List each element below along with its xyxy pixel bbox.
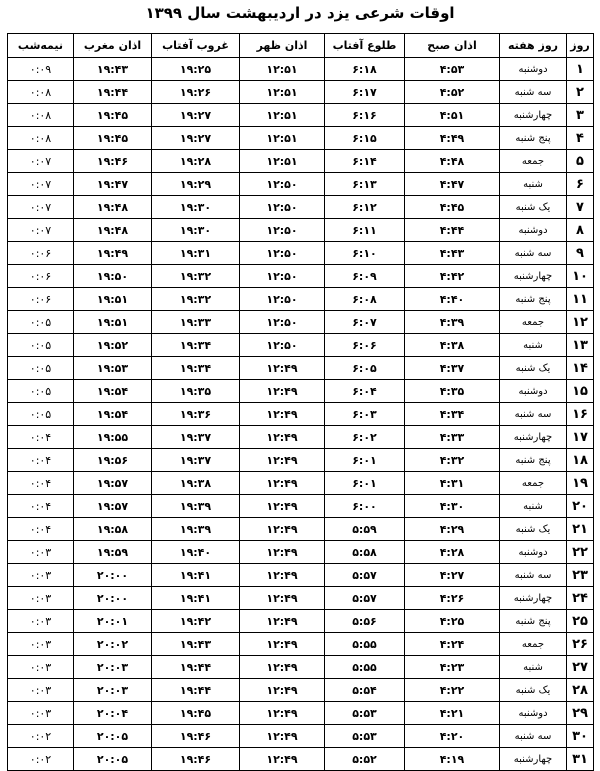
cell-fajr: ۴:۲۰ <box>405 725 500 748</box>
cell-day-number: ۷ <box>567 196 594 219</box>
cell-fajr: ۴:۳۵ <box>405 380 500 403</box>
cell-day-number: ۲۷ <box>567 656 594 679</box>
cell-day-number: ۵ <box>567 150 594 173</box>
cell-midnight: ۰:۰۳ <box>8 610 74 633</box>
cell-weekday: یک شنبه <box>500 518 567 541</box>
cell-sunset: ۱۹:۳۲ <box>152 288 240 311</box>
cell-day-number: ۸ <box>567 219 594 242</box>
cell-maghrib: ۱۹:۴۹ <box>74 242 152 265</box>
cell-sunrise: ۵:۵۷ <box>325 564 405 587</box>
cell-midnight: ۰:۰۵ <box>8 334 74 357</box>
table-body <box>8 58 594 771</box>
cell-sunset: ۱۹:۳۷ <box>152 449 240 472</box>
cell-maghrib: ۲۰:۰۳ <box>74 656 152 679</box>
cell-maghrib: ۱۹:۵۱ <box>74 288 152 311</box>
cell-day-number: ۱۷ <box>567 426 594 449</box>
cell-sunrise: ۵:۵۵ <box>325 656 405 679</box>
cell-maghrib: ۲۰:۰۵ <box>74 748 152 771</box>
cell-maghrib: ۱۹:۵۴ <box>74 380 152 403</box>
cell-dhuhr: ۱۲:۵۰ <box>240 311 325 334</box>
cell-sunset: ۱۹:۳۴ <box>152 357 240 380</box>
cell-day-number: ۹ <box>567 242 594 265</box>
cell-midnight: ۰:۰۴ <box>8 426 74 449</box>
cell-maghrib: ۲۰:۰۲ <box>74 633 152 656</box>
cell-weekday: دوشنبه <box>500 219 567 242</box>
table-row <box>8 587 594 610</box>
cell-weekday: شنبه <box>500 495 567 518</box>
cell-day-number: ۱۲ <box>567 311 594 334</box>
cell-midnight: ۰:۰۳ <box>8 633 74 656</box>
cell-sunset: ۱۹:۳۹ <box>152 518 240 541</box>
table-row <box>8 495 594 518</box>
cell-sunrise: ۶:۱۲ <box>325 196 405 219</box>
cell-weekday: پنج شنبه <box>500 449 567 472</box>
cell-sunset: ۱۹:۳۰ <box>152 219 240 242</box>
cell-fajr: ۴:۲۱ <box>405 702 500 725</box>
cell-day-number: ۱۶ <box>567 403 594 426</box>
cell-dhuhr: ۱۲:۵۱ <box>240 127 325 150</box>
cell-maghrib: ۱۹:۴۸ <box>74 196 152 219</box>
cell-maghrib: ۱۹:۴۵ <box>74 127 152 150</box>
table-row <box>8 541 594 564</box>
cell-weekday: جمعه <box>500 472 567 495</box>
cell-sunset: ۱۹:۴۴ <box>152 656 240 679</box>
cell-dhuhr: ۱۲:۴۹ <box>240 748 325 771</box>
cell-dhuhr: ۱۲:۵۱ <box>240 104 325 127</box>
cell-weekday: چهارشنبه <box>500 748 567 771</box>
cell-dhuhr: ۱۲:۴۹ <box>240 449 325 472</box>
cell-fajr: ۴:۴۹ <box>405 127 500 150</box>
cell-dhuhr: ۱۲:۵۰ <box>240 173 325 196</box>
cell-fajr: ۴:۲۵ <box>405 610 500 633</box>
cell-day-number: ۲۶ <box>567 633 594 656</box>
cell-dhuhr: ۱۲:۴۹ <box>240 426 325 449</box>
cell-sunrise: ۶:۰۱ <box>325 472 405 495</box>
header-maghrib: اذان مغرب <box>74 34 152 58</box>
cell-maghrib: ۱۹:۵۹ <box>74 541 152 564</box>
cell-weekday: چهارشنبه <box>500 587 567 610</box>
cell-sunset: ۱۹:۴۱ <box>152 564 240 587</box>
cell-sunset: ۱۹:۲۸ <box>152 150 240 173</box>
cell-day-number: ۲۸ <box>567 679 594 702</box>
cell-midnight: ۰:۰۷ <box>8 196 74 219</box>
cell-dhuhr: ۱۲:۵۰ <box>240 334 325 357</box>
cell-weekday: شنبه <box>500 656 567 679</box>
cell-maghrib: ۱۹:۵۴ <box>74 403 152 426</box>
table-row <box>8 380 594 403</box>
table-row <box>8 449 594 472</box>
cell-dhuhr: ۱۲:۴۹ <box>240 380 325 403</box>
cell-day-number: ۲۹ <box>567 702 594 725</box>
cell-weekday: سه شنبه <box>500 403 567 426</box>
cell-weekday: جمعه <box>500 311 567 334</box>
cell-fajr: ۴:۲۳ <box>405 656 500 679</box>
cell-day-number: ۲۰ <box>567 495 594 518</box>
cell-fajr: ۴:۳۱ <box>405 472 500 495</box>
cell-day-number: ۲۴ <box>567 587 594 610</box>
table-row <box>8 196 594 219</box>
cell-maghrib: ۱۹:۵۷ <box>74 472 152 495</box>
table-row <box>8 81 594 104</box>
cell-dhuhr: ۱۲:۴۹ <box>240 357 325 380</box>
cell-sunrise: ۶:۰۵ <box>325 357 405 380</box>
cell-day-number: ۳۰ <box>567 725 594 748</box>
cell-maghrib: ۱۹:۵۲ <box>74 334 152 357</box>
cell-fajr: ۴:۴۳ <box>405 242 500 265</box>
table-row <box>8 104 594 127</box>
cell-sunset: ۱۹:۴۵ <box>152 702 240 725</box>
cell-weekday: جمعه <box>500 633 567 656</box>
cell-dhuhr: ۱۲:۴۹ <box>240 610 325 633</box>
cell-fajr: ۴:۴۵ <box>405 196 500 219</box>
cell-dhuhr: ۱۲:۵۰ <box>240 196 325 219</box>
cell-midnight: ۰:۰۳ <box>8 702 74 725</box>
table-row <box>8 173 594 196</box>
cell-maghrib: ۱۹:۴۶ <box>74 150 152 173</box>
cell-day-number: ۱۸ <box>567 449 594 472</box>
cell-midnight: ۰:۰۷ <box>8 219 74 242</box>
table-row <box>8 334 594 357</box>
cell-midnight: ۰:۰۶ <box>8 265 74 288</box>
cell-fajr: ۴:۳۸ <box>405 334 500 357</box>
cell-sunrise: ۶:۱۶ <box>325 104 405 127</box>
cell-dhuhr: ۱۲:۴۹ <box>240 518 325 541</box>
cell-day-number: ۱۳ <box>567 334 594 357</box>
table-row <box>8 679 594 702</box>
table-row <box>8 426 594 449</box>
cell-weekday: یک شنبه <box>500 679 567 702</box>
cell-dhuhr: ۱۲:۴۹ <box>240 656 325 679</box>
cell-day-number: ۴ <box>567 127 594 150</box>
header-dhuhr: اذان ظهر <box>240 34 325 58</box>
cell-sunrise: ۶:۰۳ <box>325 403 405 426</box>
cell-maghrib: ۱۹:۵۱ <box>74 311 152 334</box>
cell-weekday: دوشنبه <box>500 380 567 403</box>
cell-midnight: ۰:۰۵ <box>8 311 74 334</box>
cell-sunrise: ۵:۵۴ <box>325 679 405 702</box>
cell-midnight: ۰:۰۹ <box>8 58 74 81</box>
cell-midnight: ۰:۰۴ <box>8 472 74 495</box>
cell-sunset: ۱۹:۴۶ <box>152 748 240 771</box>
cell-maghrib: ۲۰:۰۵ <box>74 725 152 748</box>
cell-day-number: ۱۹ <box>567 472 594 495</box>
cell-fajr: ۴:۲۸ <box>405 541 500 564</box>
cell-maghrib: ۲۰:۰۴ <box>74 702 152 725</box>
cell-sunrise: ۶:۱۸ <box>325 58 405 81</box>
cell-midnight: ۰:۰۲ <box>8 748 74 771</box>
cell-dhuhr: ۱۲:۴۹ <box>240 725 325 748</box>
cell-weekday: یک شنبه <box>500 196 567 219</box>
cell-fajr: ۴:۲۶ <box>405 587 500 610</box>
cell-fajr: ۴:۵۱ <box>405 104 500 127</box>
cell-sunrise: ۶:۰۴ <box>325 380 405 403</box>
cell-dhuhr: ۱۲:۵۰ <box>240 288 325 311</box>
cell-sunset: ۱۹:۳۴ <box>152 334 240 357</box>
cell-fajr: ۴:۲۲ <box>405 679 500 702</box>
cell-day-number: ۳ <box>567 104 594 127</box>
cell-sunset: ۱۹:۲۷ <box>152 127 240 150</box>
table-row <box>8 219 594 242</box>
cell-day-number: ۳۱ <box>567 748 594 771</box>
table-row <box>8 403 594 426</box>
cell-day-number: ۲۵ <box>567 610 594 633</box>
cell-sunset: ۱۹:۳۹ <box>152 495 240 518</box>
prayer-times-table-wrapper <box>7 33 593 771</box>
cell-sunset: ۱۹:۳۲ <box>152 265 240 288</box>
cell-sunrise: ۵:۵۷ <box>325 587 405 610</box>
cell-sunrise: ۶:۱۰ <box>325 242 405 265</box>
table-row <box>8 564 594 587</box>
table-row <box>8 242 594 265</box>
cell-weekday: پنج شنبه <box>500 127 567 150</box>
table-row <box>8 311 594 334</box>
cell-midnight: ۰:۰۸ <box>8 81 74 104</box>
cell-fajr: ۴:۴۷ <box>405 173 500 196</box>
cell-weekday: سه شنبه <box>500 725 567 748</box>
cell-fajr: ۴:۴۸ <box>405 150 500 173</box>
cell-sunrise: ۵:۵۲ <box>325 748 405 771</box>
cell-sunset: ۱۹:۲۷ <box>152 104 240 127</box>
table-row <box>8 633 594 656</box>
cell-day-number: ۱۱ <box>567 288 594 311</box>
cell-sunset: ۱۹:۴۰ <box>152 541 240 564</box>
cell-dhuhr: ۱۲:۵۱ <box>240 58 325 81</box>
cell-dhuhr: ۱۲:۵۱ <box>240 81 325 104</box>
cell-sunset: ۱۹:۴۶ <box>152 725 240 748</box>
cell-dhuhr: ۱۲:۴۹ <box>240 679 325 702</box>
cell-sunrise: ۵:۵۹ <box>325 518 405 541</box>
cell-sunrise: ۶:۱۳ <box>325 173 405 196</box>
cell-sunset: ۱۹:۳۵ <box>152 380 240 403</box>
cell-dhuhr: ۱۲:۵۰ <box>240 242 325 265</box>
cell-weekday: چهارشنبه <box>500 104 567 127</box>
cell-sunrise: ۶:۱۴ <box>325 150 405 173</box>
cell-maghrib: ۲۰:۰۰ <box>74 587 152 610</box>
cell-sunset: ۱۹:۴۱ <box>152 587 240 610</box>
table-row <box>8 265 594 288</box>
cell-maghrib: ۱۹:۴۴ <box>74 81 152 104</box>
cell-fajr: ۴:۳۹ <box>405 311 500 334</box>
cell-weekday: سه شنبه <box>500 242 567 265</box>
cell-midnight: ۰:۰۲ <box>8 725 74 748</box>
cell-weekday: شنبه <box>500 334 567 357</box>
cell-midnight: ۰:۰۵ <box>8 357 74 380</box>
table-row <box>8 58 594 81</box>
cell-midnight: ۰:۰۷ <box>8 150 74 173</box>
cell-sunrise: ۵:۵۶ <box>325 610 405 633</box>
cell-weekday: پنج شنبه <box>500 610 567 633</box>
table-row <box>8 150 594 173</box>
table-row <box>8 472 594 495</box>
cell-dhuhr: ۱۲:۴۹ <box>240 587 325 610</box>
cell-weekday: چهارشنبه <box>500 265 567 288</box>
cell-day-number: ۱۵ <box>567 380 594 403</box>
cell-fajr: ۴:۲۹ <box>405 518 500 541</box>
table-row <box>8 610 594 633</box>
cell-dhuhr: ۱۲:۵۰ <box>240 219 325 242</box>
cell-sunset: ۱۹:۲۶ <box>152 81 240 104</box>
cell-fajr: ۴:۴۲ <box>405 265 500 288</box>
cell-maghrib: ۱۹:۴۵ <box>74 104 152 127</box>
cell-fajr: ۴:۳۲ <box>405 449 500 472</box>
cell-sunset: ۱۹:۴۴ <box>152 679 240 702</box>
cell-dhuhr: ۱۲:۴۹ <box>240 633 325 656</box>
table-row <box>8 702 594 725</box>
cell-midnight: ۰:۰۳ <box>8 679 74 702</box>
cell-sunrise: ۶:۱۷ <box>325 81 405 104</box>
cell-weekday: سه شنبه <box>500 81 567 104</box>
cell-maghrib: ۱۹:۴۸ <box>74 219 152 242</box>
cell-maghrib: ۱۹:۵۵ <box>74 426 152 449</box>
cell-day-number: ۱۰ <box>567 265 594 288</box>
cell-sunrise: ۶:۱۱ <box>325 219 405 242</box>
cell-dhuhr: ۱۲:۴۹ <box>240 702 325 725</box>
cell-maghrib: ۱۹:۴۳ <box>74 58 152 81</box>
cell-midnight: ۰:۰۴ <box>8 449 74 472</box>
cell-weekday: دوشنبه <box>500 541 567 564</box>
cell-maghrib: ۲۰:۰۱ <box>74 610 152 633</box>
cell-fajr: ۴:۵۲ <box>405 81 500 104</box>
cell-maghrib: ۱۹:۵۰ <box>74 265 152 288</box>
cell-day-number: ۲۱ <box>567 518 594 541</box>
header-sunrise: طلوع آفتاب <box>325 34 405 58</box>
cell-dhuhr: ۱۲:۵۱ <box>240 150 325 173</box>
table-row <box>8 725 594 748</box>
cell-sunrise: ۵:۵۵ <box>325 633 405 656</box>
cell-maghrib: ۱۹:۵۳ <box>74 357 152 380</box>
cell-fajr: ۴:۵۳ <box>405 58 500 81</box>
cell-sunset: ۱۹:۳۶ <box>152 403 240 426</box>
cell-midnight: ۰:۰۳ <box>8 587 74 610</box>
cell-fajr: ۴:۳۰ <box>405 495 500 518</box>
cell-midnight: ۰:۰۳ <box>8 656 74 679</box>
cell-midnight: ۰:۰۵ <box>8 403 74 426</box>
table-row <box>8 357 594 380</box>
table-row <box>8 127 594 150</box>
cell-midnight: ۰:۰۳ <box>8 564 74 587</box>
cell-sunrise: ۶:۰۲ <box>325 426 405 449</box>
cell-sunset: ۱۹:۳۷ <box>152 426 240 449</box>
cell-weekday: پنج شنبه <box>500 288 567 311</box>
cell-midnight: ۰:۰۸ <box>8 127 74 150</box>
header-day-number: روز <box>567 34 594 58</box>
cell-sunrise: ۶:۰۶ <box>325 334 405 357</box>
cell-fajr: ۴:۴۰ <box>405 288 500 311</box>
cell-dhuhr: ۱۲:۴۹ <box>240 495 325 518</box>
cell-sunset: ۱۹:۳۸ <box>152 472 240 495</box>
cell-dhuhr: ۱۲:۵۰ <box>240 265 325 288</box>
cell-sunrise: ۵:۵۳ <box>325 702 405 725</box>
cell-day-number: ۱۴ <box>567 357 594 380</box>
cell-dhuhr: ۱۲:۴۹ <box>240 564 325 587</box>
cell-sunset: ۱۹:۳۰ <box>152 196 240 219</box>
table-row <box>8 288 594 311</box>
header-midnight: نیمه‌شب <box>8 34 74 58</box>
cell-maghrib: ۱۹:۵۶ <box>74 449 152 472</box>
cell-maghrib: ۱۹:۵۷ <box>74 495 152 518</box>
cell-sunrise: ۶:۱۵ <box>325 127 405 150</box>
cell-sunset: ۱۹:۲۵ <box>152 58 240 81</box>
prayer-times-table <box>7 33 594 771</box>
header-row <box>8 34 594 58</box>
cell-day-number: ۱ <box>567 58 594 81</box>
cell-weekday: دوشنبه <box>500 702 567 725</box>
cell-fajr: ۴:۱۹ <box>405 748 500 771</box>
cell-fajr: ۴:۴۴ <box>405 219 500 242</box>
table-row <box>8 656 594 679</box>
cell-midnight: ۰:۰۳ <box>8 541 74 564</box>
header-fajr: اذان صبح <box>405 34 500 58</box>
cell-midnight: ۰:۰۷ <box>8 173 74 196</box>
cell-fajr: ۴:۳۷ <box>405 357 500 380</box>
cell-weekday: سه شنبه <box>500 564 567 587</box>
table-row <box>8 748 594 771</box>
header-sunset: غروب آفتاب <box>152 34 240 58</box>
cell-day-number: ۲۲ <box>567 541 594 564</box>
page-title: اوقات شرعی یزد در اردیبهشت سال ۱۳۹۹ <box>145 4 455 22</box>
cell-fajr: ۴:۲۴ <box>405 633 500 656</box>
cell-dhuhr: ۱۲:۴۹ <box>240 541 325 564</box>
header-weekday: روز هفته <box>500 34 567 58</box>
cell-midnight: ۰:۰۴ <box>8 518 74 541</box>
table-row <box>8 518 594 541</box>
cell-maghrib: ۱۹:۴۷ <box>74 173 152 196</box>
cell-sunset: ۱۹:۳۱ <box>152 242 240 265</box>
cell-day-number: ۲۳ <box>567 564 594 587</box>
cell-maghrib: ۱۹:۵۸ <box>74 518 152 541</box>
cell-midnight: ۰:۰۶ <box>8 242 74 265</box>
cell-sunrise: ۶:۰۸ <box>325 288 405 311</box>
cell-weekday: دوشنبه <box>500 58 567 81</box>
cell-maghrib: ۲۰:۰۳ <box>74 679 152 702</box>
cell-fajr: ۴:۲۷ <box>405 564 500 587</box>
cell-weekday: جمعه <box>500 150 567 173</box>
cell-midnight: ۰:۰۸ <box>8 104 74 127</box>
cell-sunrise: ۵:۵۸ <box>325 541 405 564</box>
cell-midnight: ۰:۰۵ <box>8 380 74 403</box>
cell-weekday: یک شنبه <box>500 357 567 380</box>
cell-dhuhr: ۱۲:۴۹ <box>240 403 325 426</box>
cell-weekday: چهارشنبه <box>500 426 567 449</box>
cell-maghrib: ۲۰:۰۰ <box>74 564 152 587</box>
cell-fajr: ۴:۳۴ <box>405 403 500 426</box>
cell-sunrise: ۵:۵۳ <box>325 725 405 748</box>
cell-sunset: ۱۹:۴۲ <box>152 610 240 633</box>
cell-dhuhr: ۱۲:۴۹ <box>240 472 325 495</box>
cell-sunrise: ۶:۰۷ <box>325 311 405 334</box>
cell-sunset: ۱۹:۲۹ <box>152 173 240 196</box>
cell-weekday: شنبه <box>500 173 567 196</box>
cell-midnight: ۰:۰۴ <box>8 495 74 518</box>
cell-sunrise: ۶:۰۹ <box>325 265 405 288</box>
cell-day-number: ۲ <box>567 81 594 104</box>
cell-fajr: ۴:۳۳ <box>405 426 500 449</box>
cell-midnight: ۰:۰۶ <box>8 288 74 311</box>
cell-sunrise: ۶:۰۱ <box>325 449 405 472</box>
cell-sunset: ۱۹:۳۳ <box>152 311 240 334</box>
cell-sunrise: ۶:۰۰ <box>325 495 405 518</box>
cell-day-number: ۶ <box>567 173 594 196</box>
cell-sunset: ۱۹:۴۳ <box>152 633 240 656</box>
